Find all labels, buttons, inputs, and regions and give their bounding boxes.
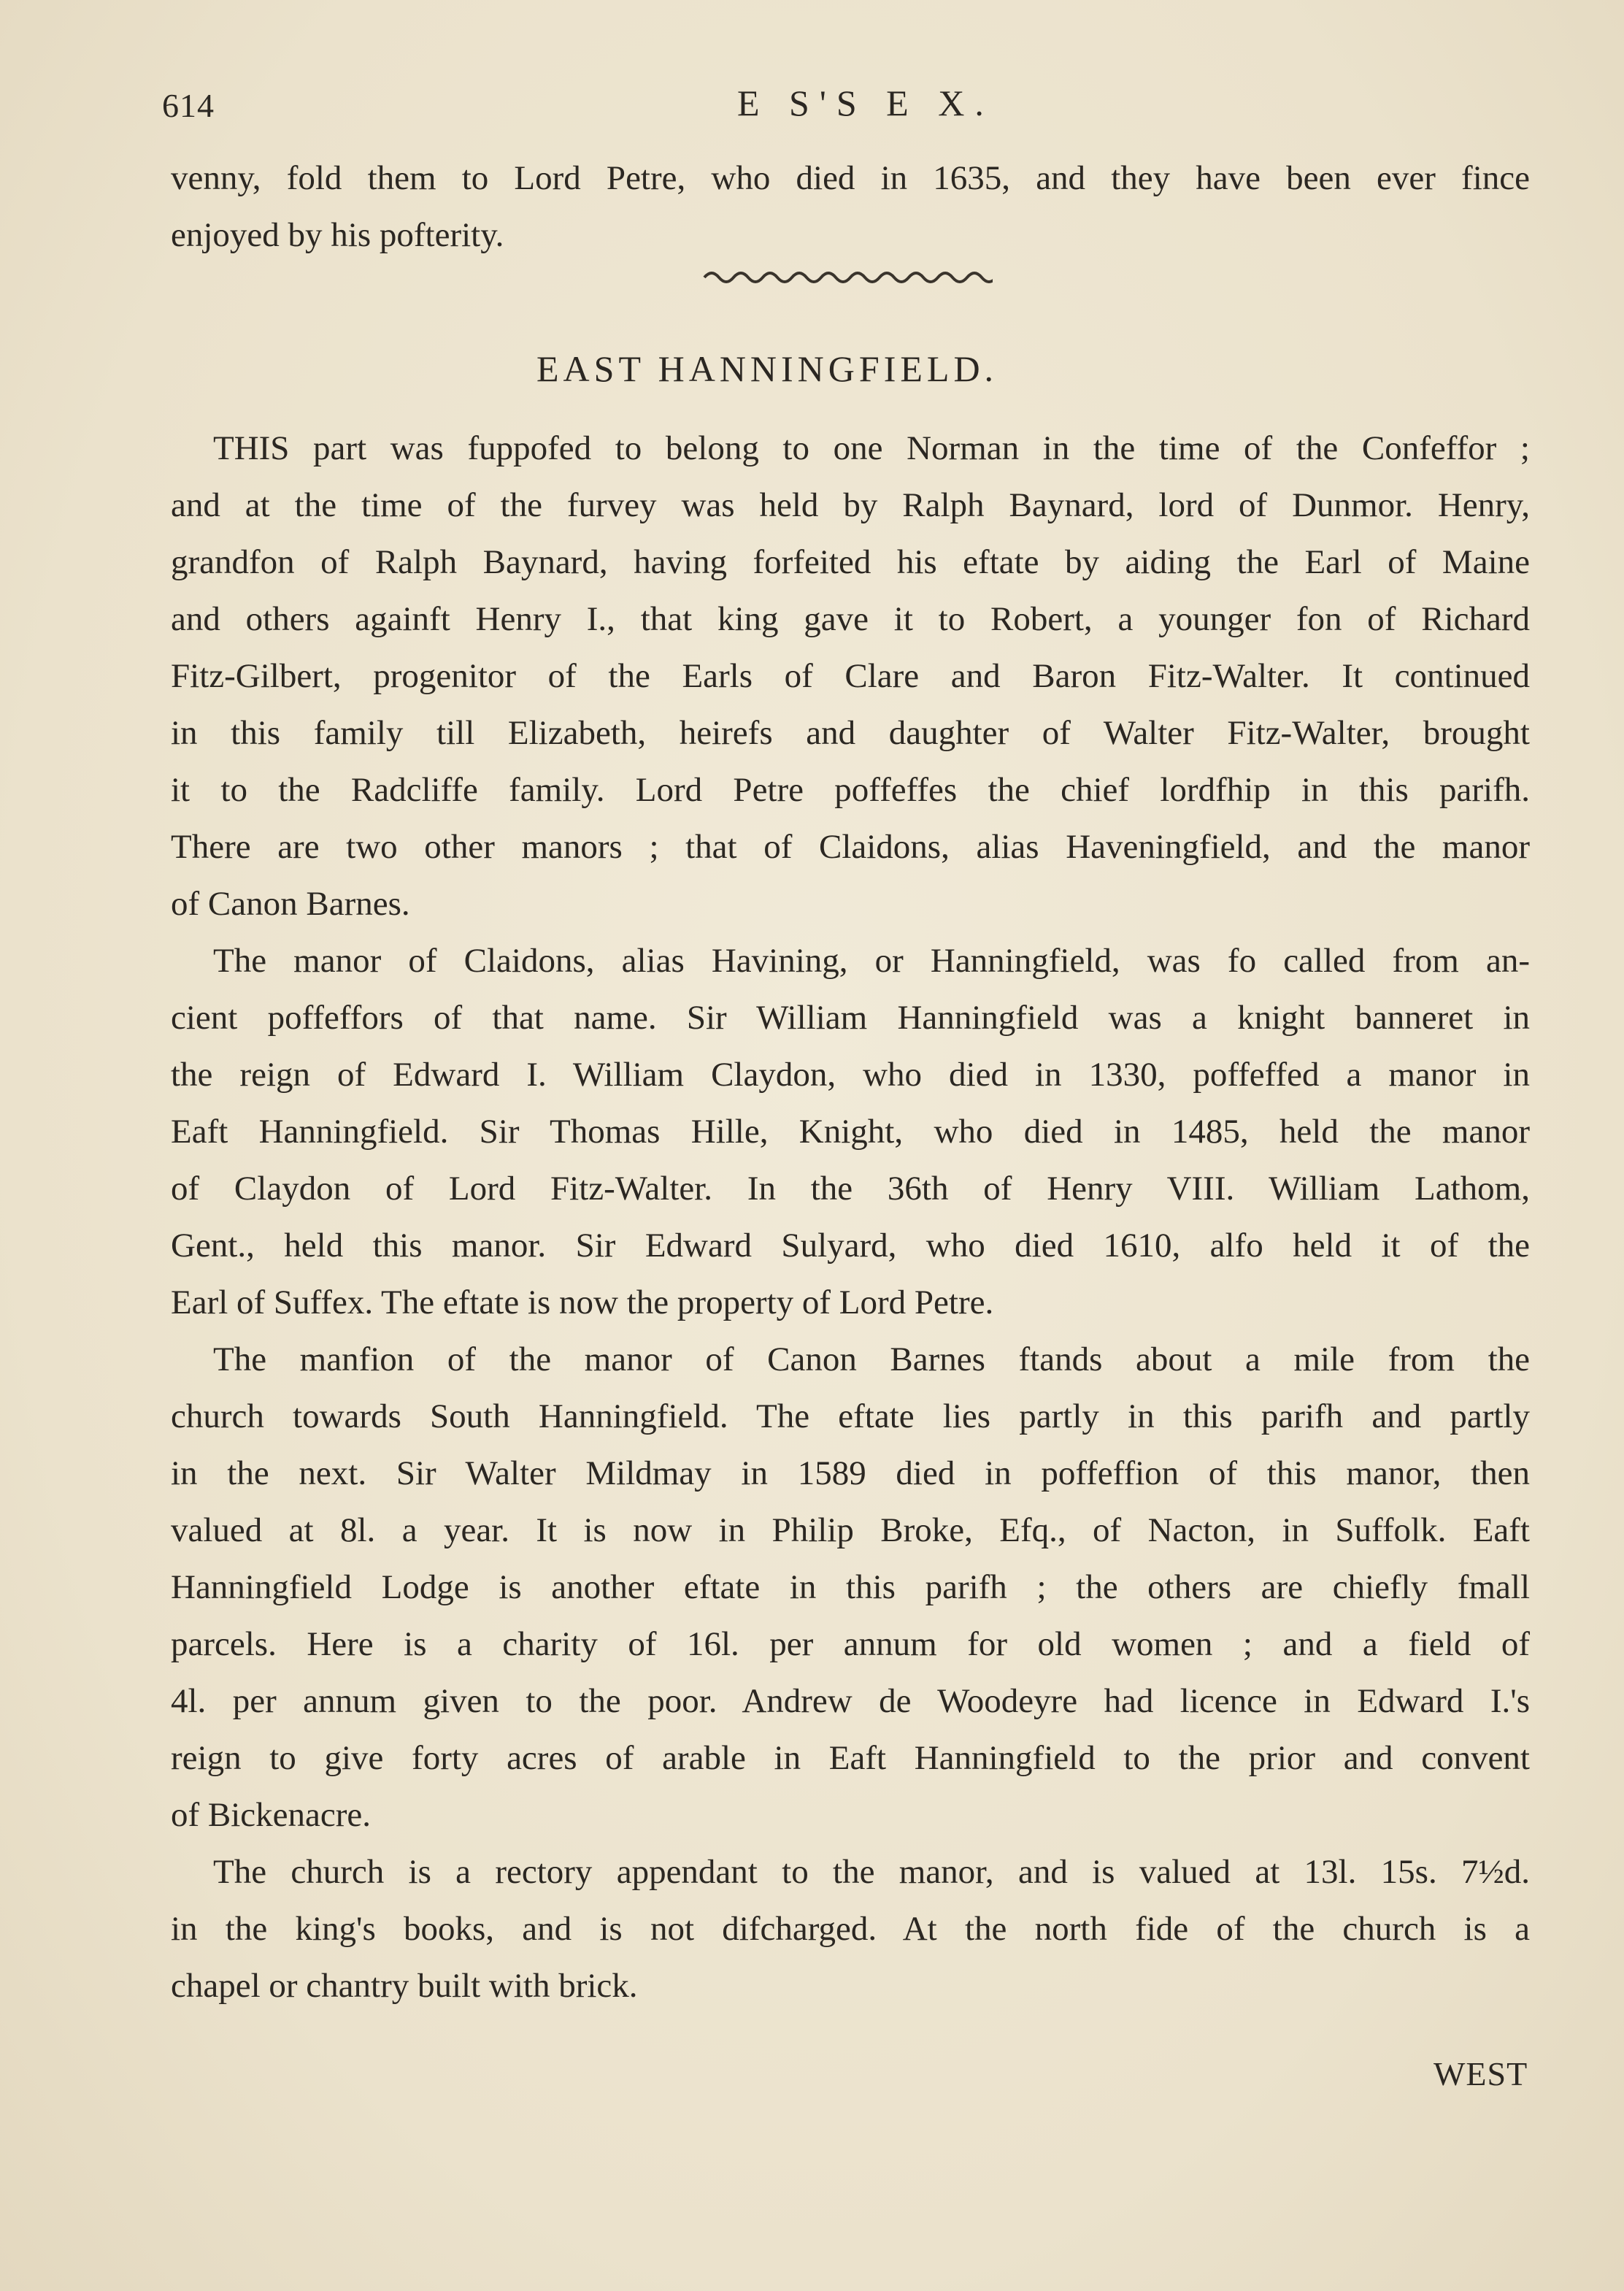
- text-line: reign to give forty acres of arable in Eaft Hanningfield to the prior and convent: [171, 1739, 1530, 1777]
- text-line: cient poffeffors of that name. Sir William Hanningfield was a knight banneret in: [171, 999, 1530, 1037]
- text-line: of Claydon of Lord Fitz-Walter. In the 36th of Henry VIII. William Lathom,: [171, 1170, 1530, 1208]
- text-line: Eaft Hanningfield. Sir Thomas Hille, Knight, who died in 1485, held the manor: [171, 1113, 1530, 1151]
- text-line: The manfion of the manor of Canon Barnes ftands about a mile from the: [213, 1340, 1530, 1378]
- text-line: the reign of Edward I. William Claydon, who died in 1330, poffeffed a manor in: [171, 1056, 1530, 1094]
- running-head: E S'S E X.: [737, 82, 994, 123]
- text-line: venny, fold them to Lord Petre, who died in 1635, and they have been ever fince: [171, 159, 1530, 197]
- text-line: The manor of Claidons, alias Havining, or Hanningfield, was fo called from an-: [213, 942, 1530, 980]
- text-line: of Bickenacre.: [171, 1796, 372, 1834]
- text-line: There are two other manors ; that of Claidons, alias Haveningfield, and the manor: [171, 828, 1530, 866]
- section-title: EAST HANNINGFIELD.: [536, 348, 998, 389]
- text-line: and others againft Henry I., that king gave it to Robert, a younger fon of Richard: [171, 600, 1530, 638]
- text-line: Earl of Suffex. The eftate is now the property of Lord Petre.: [171, 1283, 994, 1321]
- text-line: in this family till Elizabeth, heirefs and daughter of Walter Fitz-Walter, brought: [171, 714, 1530, 752]
- text-line: in the next. Sir Walter Mildmay in 1589 died in poffeffion of this manor, then: [171, 1454, 1530, 1492]
- text-line: Hanningfield Lodge is another eftate in this parifh ; the others are chiefly fmall: [171, 1568, 1530, 1606]
- text-line: of Canon Barnes.: [171, 885, 410, 923]
- text-line: THIS part was fuppofed to belong to one Norman in the time of the Confeffor ;: [213, 429, 1530, 467]
- text-line: it to the Radcliffe family. Lord Petre poffeffes the chief lordfhip in this parifh.: [171, 771, 1530, 809]
- text-line: The church is a rectory appendant to the manor, and is valued at 13l. 15s. 7½d.: [213, 1853, 1530, 1891]
- text-line: enjoyed by his pofterity.: [171, 216, 504, 254]
- text-line: grandfon of Ralph Baynard, having forfeited his eftate by aiding the Earl of Maine: [171, 543, 1530, 581]
- text-line: in the king's books, and is not difcharged. At the north fide of the church is a: [171, 1910, 1530, 1948]
- text-line: church towards South Hanningfield. The eftate lies partly in this parifh and partly: [171, 1397, 1530, 1435]
- ornament-divider: [701, 264, 993, 286]
- text-line: Gent., held this manor. Sir Edward Sulyard, who died 1610, alfo held it of the: [171, 1227, 1530, 1265]
- text-line: and at the time of the furvey was held by Ralph Baynard, lord of Dunmor. Henry,: [171, 486, 1530, 524]
- text-line: valued at 8l. a year. It is now in Philip Broke, Efq., of Nacton, in Suffolk. Eaft: [171, 1511, 1530, 1549]
- text-line: Fitz-Gilbert, progenitor of the Earls of Clare and Baron Fitz-Walter. It continued: [171, 657, 1530, 695]
- text-line: chapel or chantry built with brick.: [171, 1967, 638, 2005]
- catchword: WEST: [1433, 2055, 1528, 2092]
- text-line: parcels. Here is a charity of 16l. per annum for old women ; and a field of: [171, 1625, 1530, 1663]
- text-line: 4l. per annum given to the poor. Andrew de Woodeyre had licence in Edward I.'s: [171, 1682, 1530, 1720]
- page-number: 614: [162, 87, 215, 124]
